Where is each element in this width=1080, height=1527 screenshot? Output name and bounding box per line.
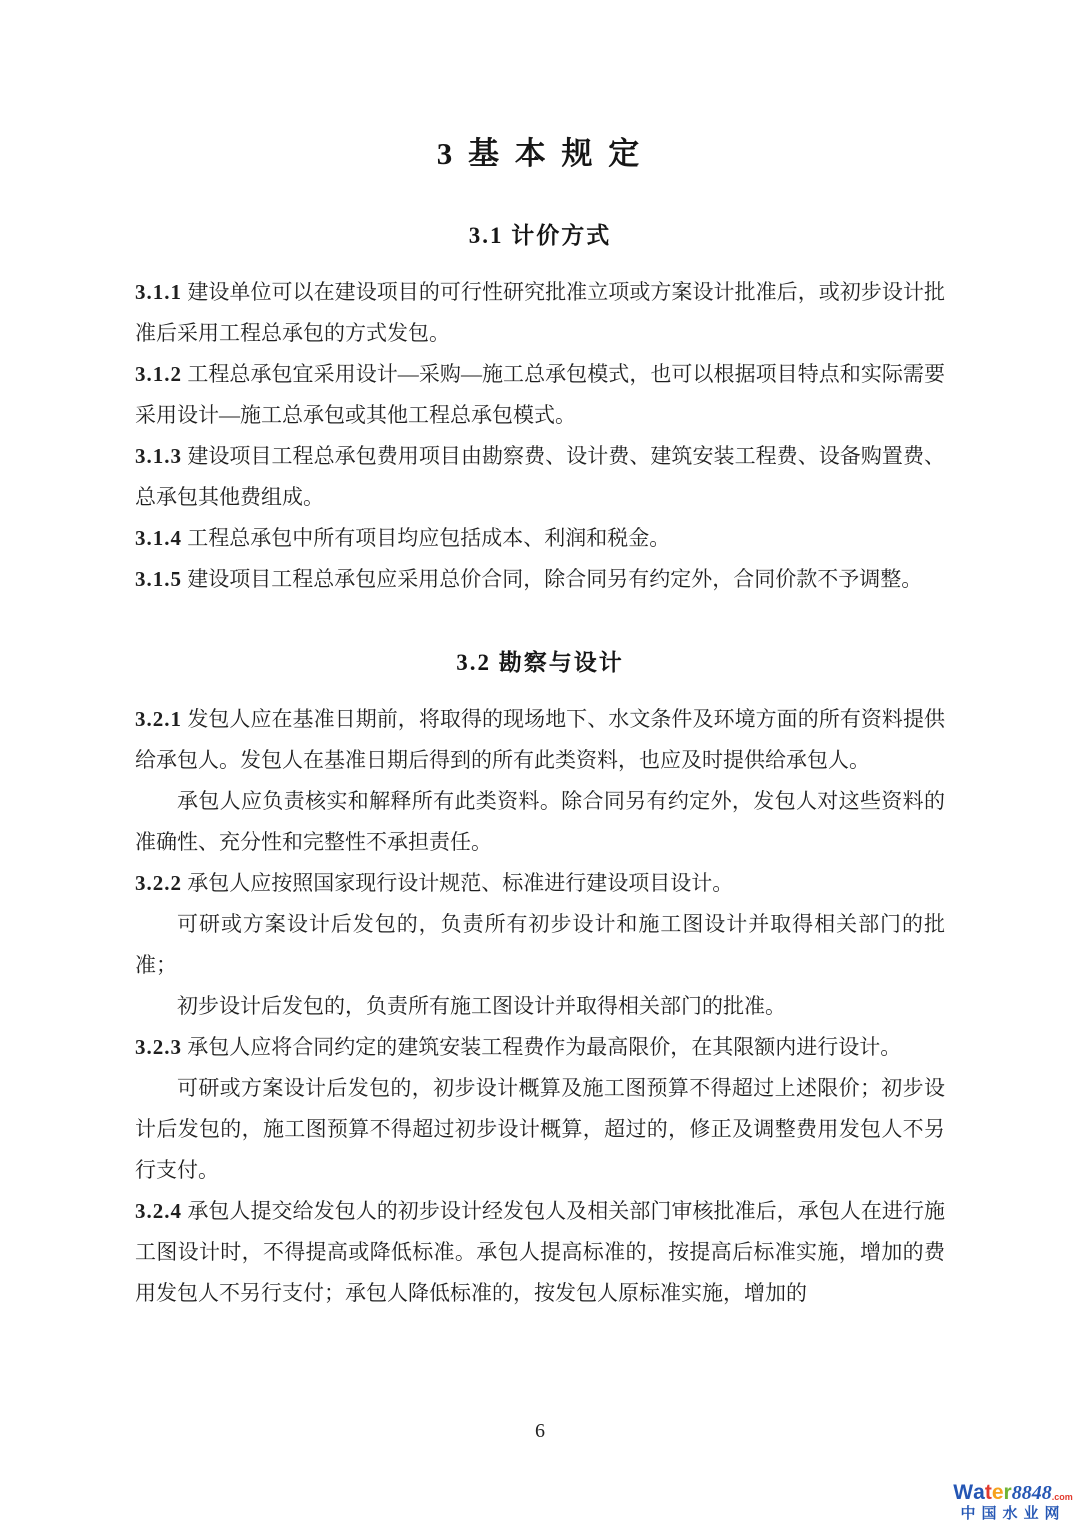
clause-number: 3.1.1 xyxy=(135,280,182,304)
clause-number: 3.2.3 xyxy=(135,1035,182,1059)
chapter-title: 3 基 本 规 定 xyxy=(436,136,644,171)
clause-text: 可研或方案设计后发包的，负责所有初步设计和施工图设计并取得相关部门的批准； xyxy=(135,912,945,977)
clause-text: 承包人应按照国家现行设计规范、标准进行建设项目设计。 xyxy=(187,871,734,895)
logo-letter: a xyxy=(973,1481,985,1504)
water8848-logo xyxy=(950,1482,1076,1521)
logo-domain-suffix: .com xyxy=(1051,1492,1073,1502)
clause-number: 3.2.1 xyxy=(135,707,182,731)
section-heading: 3.1 计价方式 xyxy=(468,223,612,248)
clause-paragraph xyxy=(135,518,945,559)
logo-subtitle: 中国水业网 xyxy=(960,1505,1066,1522)
logo-letter: t xyxy=(984,1481,992,1504)
page-number: 6 xyxy=(535,1420,545,1442)
clause-text: 承包人应负责核实和解释所有此类资料。除合同另有约定外，发包人对这些资料的准确性、充分性和完整性不承担责任。 xyxy=(135,789,945,854)
clause-text: 工程总承包宜采用设计—采购—施工总承包模式，也可以根据项目特点和实际需要采用设计—施工总承包或其他工程总承包模式。 xyxy=(135,362,946,427)
clause-paragraph xyxy=(135,354,945,436)
continuation-paragraph xyxy=(135,781,945,863)
clause-paragraph xyxy=(135,699,945,781)
clause-paragraph xyxy=(135,436,945,518)
clause-text: 初步设计后发包的，负责所有施工图设计并取得相关部门的批准。 xyxy=(177,994,786,1018)
clause-text: 可研或方案设计后发包的，初步设计概算及施工图预算不得超过上述限价；初步设计后发包的，施工图预算不得超过初步设计概算，超过的，修正及调整费用发包人不另行支付。 xyxy=(135,1076,945,1182)
continuation-paragraph xyxy=(135,986,945,1027)
clause-text: 建设项目工程总承包费用项目由勘察费、设计费、建筑安装工程费、设备购置费、总承包其他费组成。 xyxy=(135,444,946,509)
clause-text: 承包人应将合同约定的建筑安装工程费作为最高限价，在其限额内进行设计。 xyxy=(187,1035,902,1059)
clause-number: 3.2.2 xyxy=(135,871,182,895)
continuation-paragraph xyxy=(135,904,945,986)
clause-paragraph xyxy=(135,1191,945,1314)
clause-number: 3.2.4 xyxy=(135,1199,182,1223)
logo-letter: r xyxy=(1003,1481,1012,1504)
clause-text: 建设项目工程总承包应采用总价合同，除合同另有约定外，合同价款不予调整。 xyxy=(187,567,923,591)
clause-paragraph xyxy=(135,272,945,354)
clause-paragraph xyxy=(135,559,945,600)
clause-paragraph xyxy=(135,1027,945,1068)
logo-letter: e xyxy=(991,1481,1004,1504)
clause-number: 3.1.4 xyxy=(135,526,182,550)
clause-text: 发包人应在基准日期前，将取得的现场地下、水文条件及环境方面的所有资料提供给承包人。发包人在基准日期后得到的所有此类资料，也应及时提供给承包人。 xyxy=(135,707,946,772)
continuation-paragraph xyxy=(135,1068,945,1191)
clause-number: 3.1.2 xyxy=(135,362,182,386)
clause-number: 3.1.3 xyxy=(135,444,182,468)
section-3-1 xyxy=(135,173,945,600)
clause-text: 建设单位可以在建设项目的可行性研究批准立项或方案设计批准后，或初步设计批准后采用工程总承包的方式发包。 xyxy=(135,280,946,345)
logo-wordmark xyxy=(950,1482,1076,1503)
clause-text: 承包人提交给发包人的初步设计经发包人及相关部门审核批准后，承包人在进行施工图设计时，不得提高或降低标准。承包人提高标准的，按提高后标准实施，增加的费用发包人不另行支付；承包人降低标准的，按发包人原标准实施，增加的 xyxy=(135,1199,946,1305)
logo-letter: W xyxy=(953,1481,974,1504)
section-3-2 xyxy=(135,600,945,1314)
clause-text: 工程总承包中所有项目均应包括成本、利润和税金。 xyxy=(187,526,671,550)
logo-number: 8848 xyxy=(1011,1482,1052,1504)
clause-paragraph xyxy=(135,863,945,904)
section-heading: 3.2 勘察与设计 xyxy=(456,650,624,675)
clause-number: 3.1.5 xyxy=(135,567,182,591)
document-body xyxy=(135,173,945,1314)
